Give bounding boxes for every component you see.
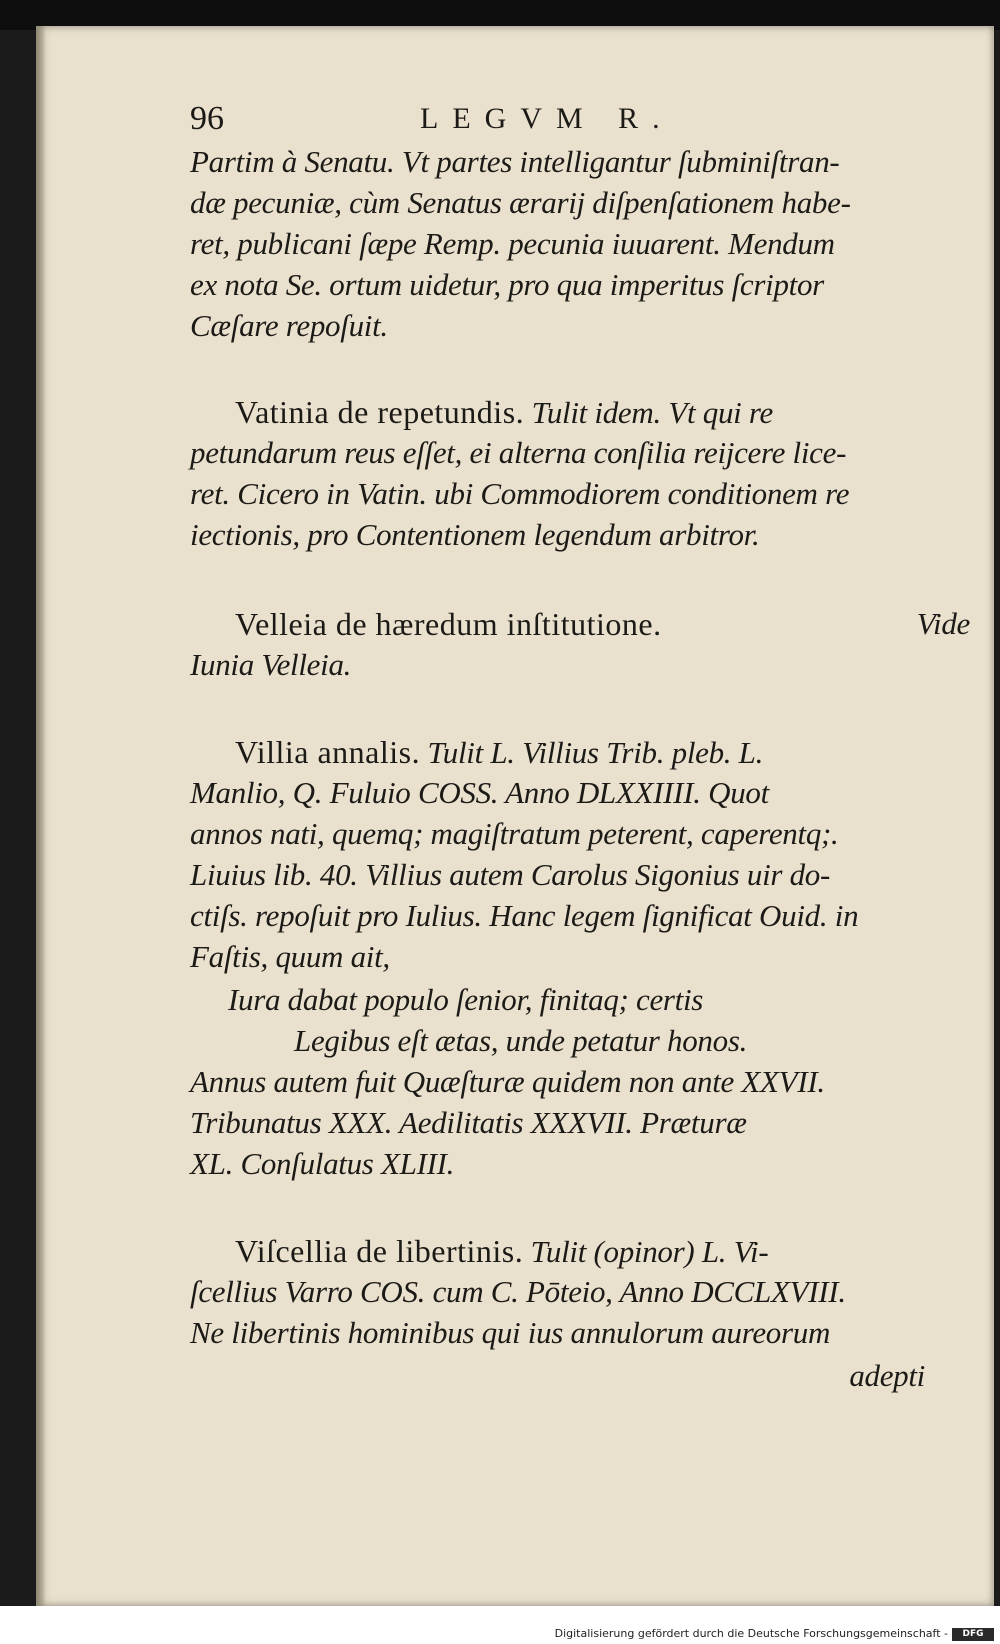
catchword: adepti — [849, 1358, 925, 1393]
entry-first-line — [235, 1231, 970, 1272]
text-line: Liuius lib. 40. Villius autem Carolus Sigonius uir do- — [190, 857, 831, 892]
text-line: Manlio, Q. Fuluio COSS. Anno DLXXIIII. Quot — [190, 775, 769, 810]
text-line: dæ pecuniæ, cùm Senatus ærarij diſpenſationem habe- — [190, 185, 851, 220]
verse-line: Iura dabat populo ſenior, finitaq; certis — [228, 982, 704, 1017]
text-line: ex nota Se. ortum uidetur, pro qua imperitus ſcriptor — [190, 267, 824, 302]
text-line: Iunia Velleia. — [190, 647, 352, 682]
text-line: ctiſs. repoſuit pro Iulius. Hanc legem ſignificat Ouid. in — [190, 898, 859, 933]
text-line: ſcellius Varro COS. cum C. Pōteio, Anno DCCLXVIII. — [190, 1274, 846, 1309]
text-line: ret. Cicero in Vatin. ubi Commodiorem conditionem re — [190, 476, 850, 511]
lex-title: Villia annalis. — [235, 734, 421, 770]
entry-first-line — [235, 392, 970, 433]
text-line: petundarum reus eſſet, ei alterna conſilia reijcere lice- — [190, 435, 847, 470]
text-line: Cæſare repoſuit. — [190, 308, 388, 343]
digitization-credit: Digitalisierung gefördert durch die Deutsche Forschungsgemeinschaft - — [554, 1627, 948, 1640]
entry-text: Tulit idem. Vt qui re — [531, 395, 774, 430]
lex-title: Viſcellia de libertinis. — [235, 1233, 524, 1269]
text-line: annos nati, quemq; magiſtratum peterent, caperentq;. — [190, 816, 839, 851]
text-line: Annus autem fuit Quæſturæ quidem non ante XXVII. — [190, 1064, 825, 1099]
entry-text: Tulit L. Villius Trib. pleb. L. — [427, 735, 764, 770]
text-line: Partim à Senatu. Vt partes intelligantur ſubminiſtran- — [190, 144, 840, 179]
lex-title: Vatinia de repetundis. — [235, 394, 525, 430]
verse-line: Legibus eſt ætas, unde petatur honos. — [294, 1023, 748, 1058]
text-line: XL. Conſulatus XLIII. — [190, 1146, 455, 1181]
lex-title: Velleia de hæredum inſtitutione. — [235, 606, 662, 642]
entry-text: Tulit (opinor) L. Vi- — [530, 1234, 769, 1269]
text-line: Ne libertinis hominibus qui ius annulorum aureorum — [190, 1315, 831, 1350]
page-gutter-shadow — [36, 26, 46, 1606]
text-line: Tribunatus XXX. Aedilitatis XXXVII. Præturæ — [190, 1105, 747, 1140]
page-header — [190, 100, 925, 140]
page-number: 96 — [190, 100, 224, 137]
entry-first-line — [235, 604, 970, 645]
entry-text: Vide — [916, 606, 970, 641]
running-head: LEGVM R. — [420, 102, 674, 135]
dfg-logo: DFG — [952, 1628, 994, 1641]
entry-first-line — [235, 732, 970, 773]
text-line: ret, publicani ſæpe Remp. pecunia iuuarent. Mendum — [190, 226, 835, 261]
footer-bar — [0, 1606, 1000, 1644]
text-line: iectionis, pro Contentionem legendum arbitror. — [190, 517, 760, 552]
text-line: Faſtis, quum ait, — [190, 939, 390, 974]
